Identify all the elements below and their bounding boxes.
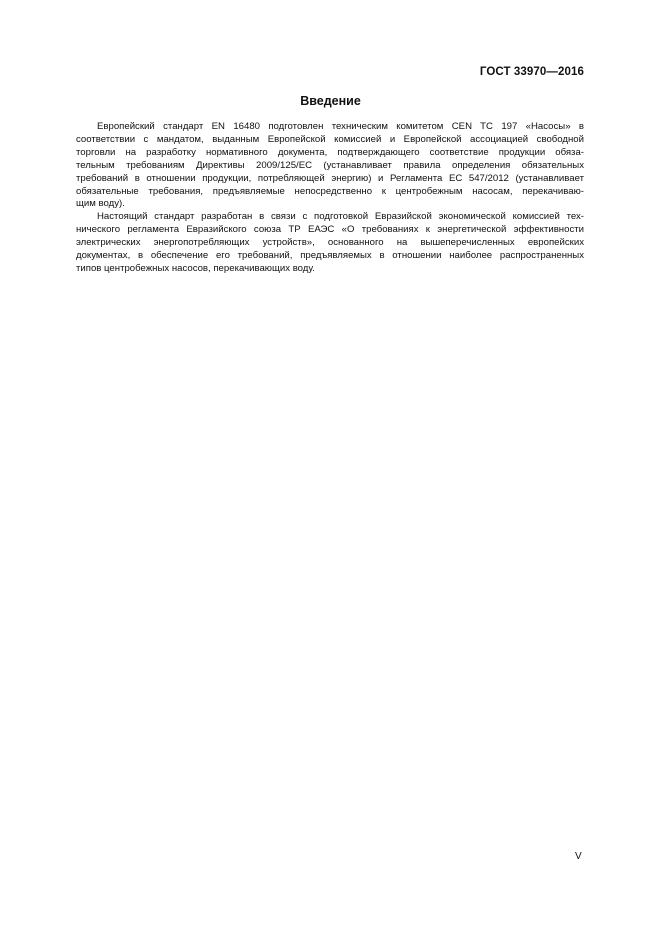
paragraph-line: типов центробежных насосов, перекачивающих воду.	[76, 262, 315, 274]
paragraph-line: обязательные требования, предъявляемые непосредственно к центробежным насосам, перекачиваю-	[76, 185, 584, 197]
paragraph-line: торговли на разработку нормативного документа, подтверждающего соответствие продукции обяза-	[76, 146, 584, 158]
paragraph-line: тельным требованиям Директивы 2009/125/EC (устанавливает правила определения обязательных	[76, 159, 584, 171]
paragraph-line: требований в отношении продукции, потребляющей энергию) и Регламента ЕС 547/2012 (устанавливает	[76, 172, 584, 184]
paragraph-line: щим воду).	[76, 198, 125, 210]
paragraph-line: электрических энергопотребляющих устройств», основанного на вышеперечисленных европейских	[76, 237, 584, 249]
paragraph-line: документах, в обеспечение его требований, предъявляемых в отношении наиболее распространенных	[76, 250, 584, 262]
paragraph-2	[76, 211, 584, 276]
paragraph-line: Европейский стандарт EN 16480 подготовлен техническим комитетом CEN TC 197 «Насосы» в	[97, 121, 584, 132]
page-number: V	[575, 851, 582, 862]
paragraph-line: нического регламента Евразийского союза ТР ЕАЭС «О требованиях к энергетической эффективности	[76, 224, 584, 236]
section-title: Введение	[300, 94, 361, 108]
document-code: ГОСТ 33970—2016	[479, 66, 584, 78]
paragraph-line: соответствии с мандатом, выданным Европейской комиссией и Европейской ассоциацией свободной	[76, 133, 584, 145]
paragraph-1	[76, 121, 584, 211]
paragraph-line: Настоящий стандарт разработан в связи с подготовкой Евразийской экономической комиссией тех-	[97, 211, 584, 223]
body-text	[76, 121, 584, 276]
